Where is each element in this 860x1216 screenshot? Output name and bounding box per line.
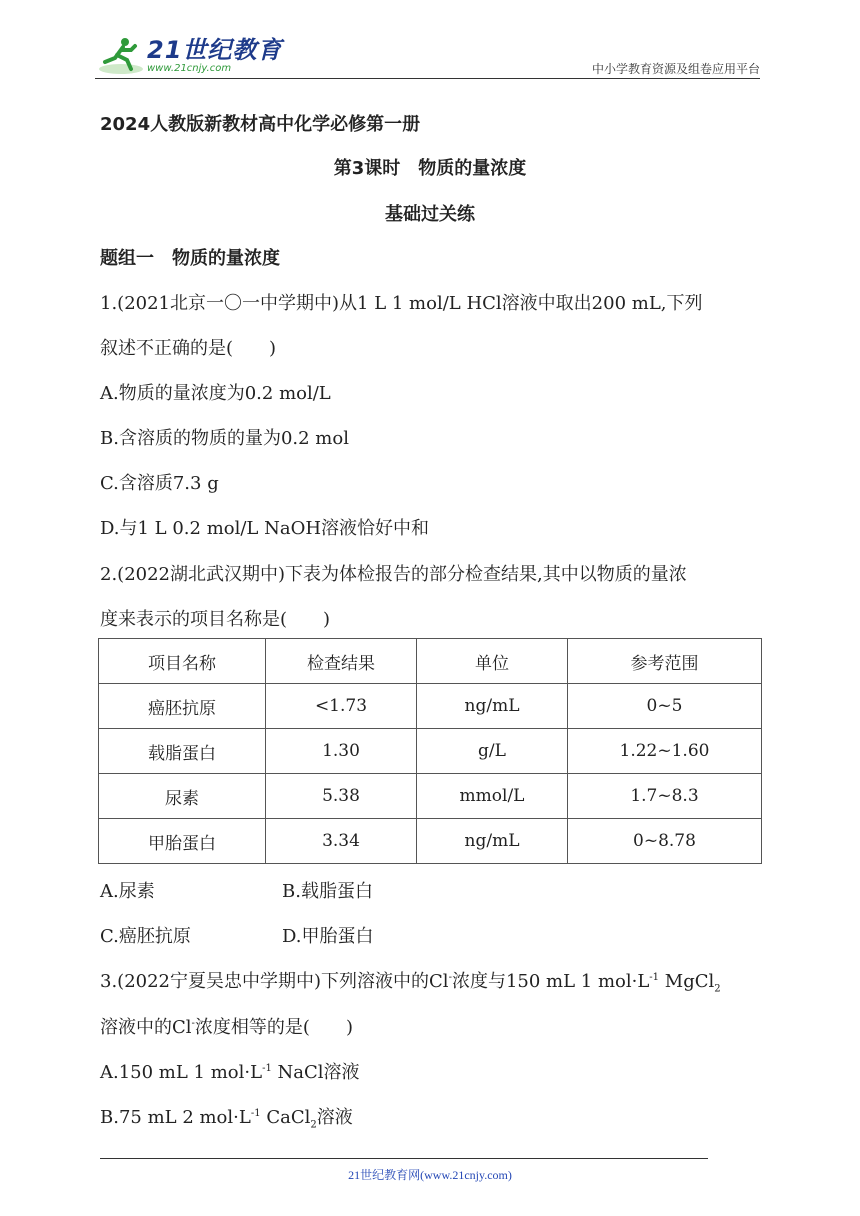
section-title: 基础过关练 (385, 204, 475, 225)
q3-superscript: - (191, 1018, 195, 1029)
q3-superscript: -1 (250, 1108, 261, 1119)
table-cell: 尿素 (99, 774, 266, 819)
table-cell: g/L (417, 729, 568, 774)
q3-text: CaCl (260, 1107, 311, 1128)
q1-option-b: B.含溶质的物质的量为0.2 mol (100, 428, 349, 449)
table-cell: mmol/L (417, 774, 568, 819)
q3-text: 溶液 (316, 1107, 353, 1128)
table-cell: 载脂蛋白 (99, 729, 266, 774)
runner-logo-icon (95, 36, 143, 76)
q3-stem-line1 (100, 967, 721, 995)
q3-stem-line2 (100, 1013, 353, 1039)
table-cell: 甲胎蛋白 (99, 819, 266, 864)
logo-url: www.21cnjy.com (147, 63, 232, 74)
q3-text: 溶液中的Cl (100, 1017, 192, 1038)
table-row (99, 819, 762, 864)
q1-option-c: C.含溶质7.3 g (100, 473, 219, 494)
q2-option-b: B.载脂蛋白 (282, 881, 373, 902)
q1-stem-line2: 叙述不正确的是( ) (100, 338, 277, 359)
q3-text: B.75 mL 2 mol·L (100, 1107, 251, 1128)
footer-divider (100, 1158, 708, 1159)
q3-text: 3.(2022宁夏吴忠中学期中)下列溶液中的Cl (100, 971, 449, 992)
group-title: 题组一 物质的量浓度 (100, 248, 280, 269)
q3-text: NaCl溶液 (271, 1062, 360, 1083)
table-cell: <1.73 (266, 684, 417, 729)
table-cell: 癌胚抗原 (99, 684, 266, 729)
q1-stem-line1: 1.(2021北京一〇一中学期中)从1 L 1 mol/L HCl溶液中取出200 mL,下列 (100, 293, 703, 314)
q2-option-a: A.尿素 (100, 881, 155, 902)
q2-option-d: D.甲胎蛋白 (282, 926, 374, 947)
series-title: 2024人教版新教材高中化学必修第一册 (100, 114, 421, 135)
q2-stem-line2: 度来表示的项目名称是( ) (100, 609, 331, 630)
q3-text: MgCl (659, 971, 715, 992)
table-header-cell: 项目名称 (99, 639, 266, 684)
table-cell: 0~8.78 (568, 819, 762, 864)
q3-text: 浓度与150 mL 1 mol·L (451, 971, 650, 992)
q3-option-b (100, 1103, 353, 1131)
q3-subscript: 2 (714, 983, 721, 995)
table-cell: 1.22~1.60 (568, 729, 762, 774)
q1-option-a: A.物质的量浓度为0.2 mol/L (100, 383, 331, 404)
site-logo (95, 36, 282, 76)
table-row (99, 684, 762, 729)
table-header-cell: 参考范围 (568, 639, 762, 684)
q3-superscript: - (448, 972, 452, 983)
q3-superscript: -1 (649, 972, 660, 983)
q1-option-d: D.与1 L 0.2 mol/L NaOH溶液恰好中和 (100, 518, 430, 539)
header-tagline: 中小学教育资源及组卷应用平台 (591, 62, 760, 76)
q3-superscript: -1 (262, 1063, 272, 1074)
table-cell: 1.30 (266, 729, 417, 774)
q3-text: A.150 mL 1 mol·L (100, 1062, 263, 1083)
table-cell: ng/mL (417, 819, 568, 864)
report-table (98, 638, 762, 864)
table-cell: 1.7~8.3 (568, 774, 762, 819)
table-header-row (99, 639, 762, 684)
logo-brand: 21世纪教育 (147, 36, 283, 64)
table-cell: 5.38 (266, 774, 417, 819)
table-header-cell: 检查结果 (266, 639, 417, 684)
header-divider (95, 78, 760, 79)
q3-option-a (100, 1058, 360, 1084)
q3-text: 浓度相等的是( ) (194, 1017, 353, 1038)
footer-link[interactable]: 21世纪教育网(www.21cnjy.com) (348, 1168, 512, 1182)
table-row (99, 729, 762, 774)
q2-option-c: C.癌胚抗原 (100, 926, 191, 947)
q3-subscript: 2 (310, 1119, 317, 1131)
table-cell: 0~5 (568, 684, 762, 729)
table-header-cell: 单位 (417, 639, 568, 684)
table-cell: 3.34 (266, 819, 417, 864)
table-row (99, 774, 762, 819)
lesson-title: 第3课时 物质的量浓度 (333, 158, 527, 179)
table-cell: ng/mL (417, 684, 568, 729)
q2-stem-line1: 2.(2022湖北武汉期中)下表为体检报告的部分检查结果,其中以物质的量浓 (100, 564, 687, 585)
page-header (95, 28, 760, 80)
